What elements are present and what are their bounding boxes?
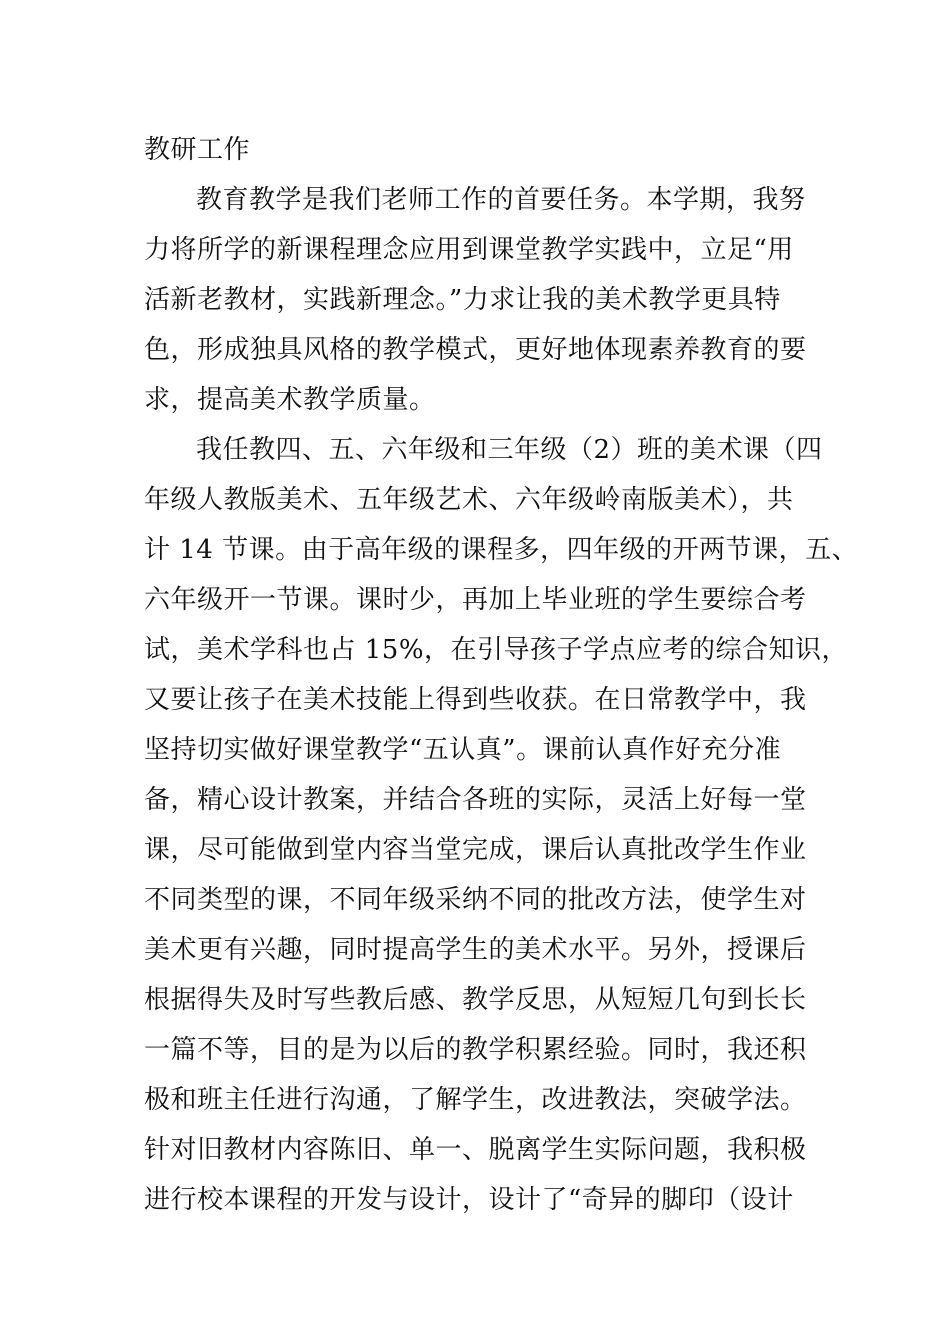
paragraph-2-line-9: 课，尽可能做到堂内容当堂完成，课后认真批改学生作业 [144, 835, 807, 865]
paragraph-2-line-15: 针对旧教材内容陈旧、单一、脱离学生实际问题，我积极 [144, 1135, 807, 1165]
paragraph-1-line-4: 色，形成独具风格的教学模式，更好地体现素养教育的要 [144, 335, 807, 365]
paragraph-2-line-10: 不同类型的课，不同年级采纳不同的批改方法，使学生对 [144, 885, 807, 915]
paragraph-2-line-13: 一篇不等，目的是为以后的教学积累经验。同时，我还积 [144, 1035, 807, 1065]
paragraph-2-line-5: 试，美术学科也占 15%，在引导孩子学点应考的综合知识， [144, 635, 849, 665]
paragraph-2-line-6: 又要让孩子在美术技能上得到些收获。在日常教学中，我 [144, 685, 807, 715]
paragraph-1-line-5: 求，提高美术教学质量。 [144, 385, 436, 415]
paragraph-2-line-14: 极和班主任进行沟通，了解学生，改进教法，突破学法。 [144, 1085, 807, 1115]
paragraph-2-line-4: 六年级开一节课。课时少，再加上毕业班的学生要综合考 [144, 585, 807, 615]
paragraph-2-line-2: 年级人教版美术、五年级艺术、六年级岭南版美术），共 [144, 485, 794, 515]
paragraph-1-line-2: 力将所学的新课程理念应用到课堂教学实践中，立足“用 [144, 235, 794, 265]
paragraph-1-line-1: 教育教学是我们老师工作的首要任务。本学期，我努 [196, 185, 806, 215]
paragraph-2-line-16: 进行校本课程的开发与设计，设计了“奇异的脚印（设计 [144, 1185, 794, 1215]
paragraph-2-line-7: 坚持切实做好课堂教学“五认真”。课前认真作好充分准 [144, 735, 782, 765]
paragraph-2-line-1: 我任教四、五、六年级和三年级（2）班的美术课（四 [196, 435, 823, 465]
paragraph-2-line-8: 备，精心设计教案，并结合各班的实际，灵活上好每一堂 [144, 785, 807, 815]
paragraph-2-line-12: 根据得失及时写些教后感、教学反思，从短短几句到长长 [144, 985, 807, 1015]
paragraph-2-line-3: 计 14 节课。由于高年级的课程多，四年级的开两节课，五、 [144, 535, 859, 565]
section-heading: 教研工作 [144, 135, 251, 165]
paragraph-2-line-11: 美术更有兴趣，同时提高学生的美术水平。另外，授课后 [144, 935, 807, 965]
paragraph-1-line-3: 活新老教材，实践新理念。”力求让我的美术教学更具特 [144, 285, 781, 315]
